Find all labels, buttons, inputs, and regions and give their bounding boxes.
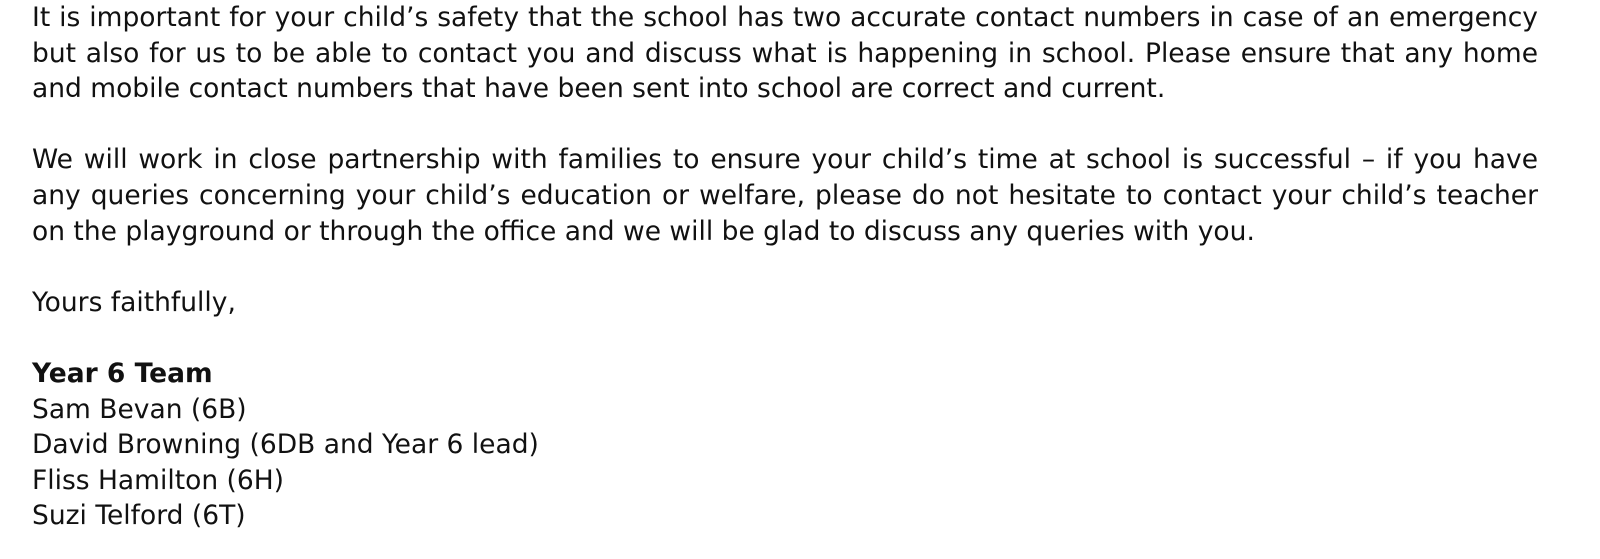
paragraph-partnership: We will work in close partnership with families to ensure your child’s time at school is successful – if you have any queries concerning your child’s education or welfare, please do not hesitate to contact your child’s teacher on the playground or through the office and we will be glad to discuss any queries with you. (32, 144, 1538, 247)
team-title: Year 6 Team (32, 357, 213, 389)
team-member: Sam Bevan (6B) (32, 393, 247, 425)
paragraph-spacer (32, 249, 1538, 285)
team-member: Fliss Hamilton (6H) (32, 464, 284, 496)
paragraph-spacer (32, 320, 1538, 356)
paragraph-spacer (32, 107, 1538, 143)
team-member: Suzi Telford (6T) (32, 500, 246, 532)
signoff: Yours faithfully, (32, 286, 236, 318)
team-member: David Browning (6DB and Year 6 lead) (32, 429, 539, 461)
paragraph-contact-numbers: It is important for your child’s safety that the school has two accurate contact numbers in case of an emergency but also for us to be able to contact you and discuss what is happening in school. Please ensure that any home and mobile contact numbers that have been sent into school are correct and current. (32, 2, 1538, 105)
letter-body (32, 0, 1538, 534)
